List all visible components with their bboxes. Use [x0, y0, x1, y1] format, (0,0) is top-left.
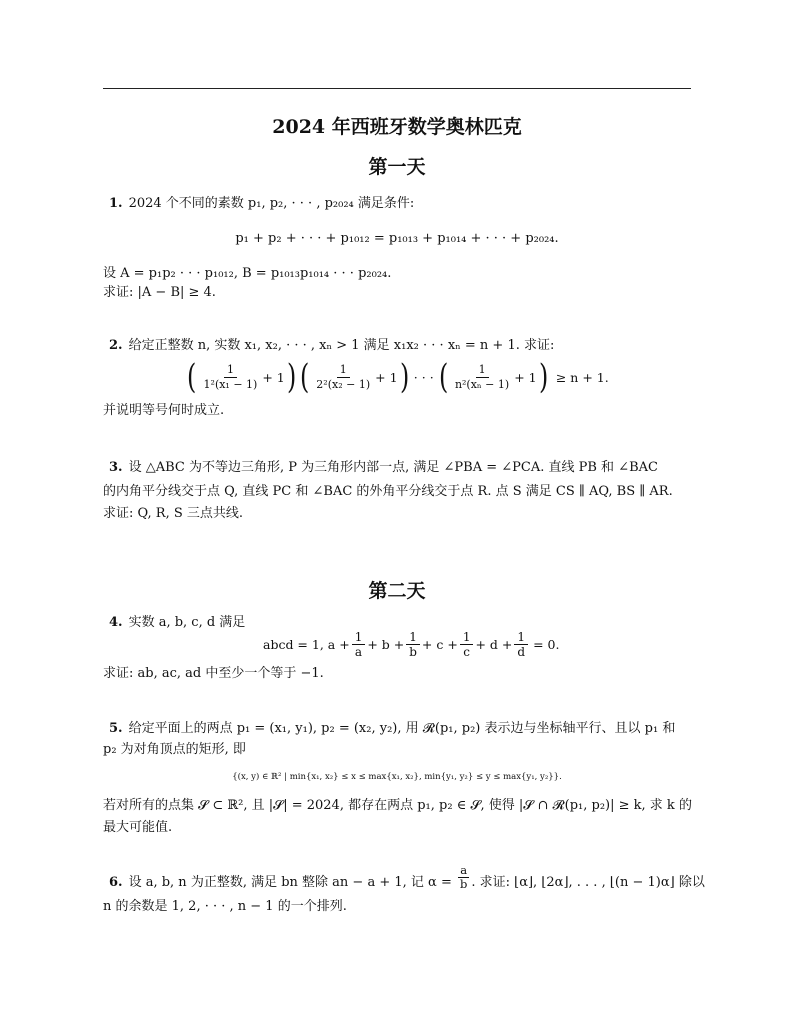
problem-2-statement	[103, 337, 695, 355]
problem-number: 6.	[109, 875, 123, 890]
problem-1-claim: 求证: |A − B| ≥ 4.	[103, 285, 216, 300]
problem-6-statement: 6. 设 a, b, n 为正整数, 满足 bn 整除 an − a + 1, 记 α = $\frac{a}{b}$ . 求证: ⌊α⌋, ⌊2α⌋, . . . , ⌊(n − 1)α⌋ 除以	[103, 874, 695, 892]
document-title: 2024 年西班牙数学奥林匹克	[272, 116, 522, 138]
problem-number: 4.	[109, 615, 123, 630]
problem-5-line-3: 若对所有的点集 𝓢 ⊂ ℝ², 且 |𝓢| = 2024, 都存在两点 p₁, p₂ ∈ 𝓢, 使得 |𝓢 ∩ 𝓡(p₁, p₂)| ≥ k, 求 k 的	[103, 798, 692, 813]
problem-text: 给定平面上的两点 p₁ = (x₁, y₁), p₂ = (x₂, y₂), 用 𝓡(p₁, p₂) 表示边与坐标轴平行、且以 p₁ 和	[128, 721, 676, 736]
fraction: $\frac{1}{a}$	[352, 630, 366, 659]
fraction: $\frac{1}{c}$	[460, 630, 474, 659]
problem-5-set-definition: {(x, y) ∈ ℝ² | min{x₁, x₂} ≤ x ≤ max{x₁, x₂}, min{y₁, y₂} ≤ y ≤ max{y₁, y₂}}.	[232, 772, 562, 782]
top-rule	[103, 88, 691, 89]
problem-6-line-2: n 的余数是 1, 2, · · · , n − 1 的一个排列.	[103, 899, 347, 914]
problem-number: 3.	[109, 460, 123, 475]
problem-3-statement	[103, 459, 695, 477]
problem-text: 实数 a, b, c, d 满足	[128, 615, 246, 630]
problem-number: 1.	[109, 196, 123, 211]
problem-5-line-2: p₂ 为对角顶点的矩形, 即	[103, 742, 246, 757]
problem-4-equation: abcd = 1, a + $\frac{1}{a}$ + b + $\frac{1}{b}$ + c + $\frac{1}{c}$ + d + $\frac{1}{d}$ = 0.	[263, 630, 560, 659]
problem-number: 2.	[109, 338, 123, 353]
fraction: $\frac{1}{d}$	[514, 630, 528, 659]
problem-3-claim: 求证: Q, R, S 三点共线.	[103, 506, 244, 521]
problem-text: 设 △ABC 为不等边三角形, P 为三角形内部一点, 满足 ∠PBA = ∠PCA. 直线 PB 和 ∠BAC	[128, 460, 658, 475]
problem-2-inequality: ( $\frac{1}{\text{1²(x₁ − 1)}}$ + 1 ) ( $\frac{1}{\text{2²(x₂ − 1)}}$ + 1 ) · · · ( $\frac{1}{\text{n²(xₙ − 1)}}$ + 1 ) ≥ n + 1.	[187, 357, 609, 397]
problem-1-equation: p₁ + p₂ + · · · + p₁₀₁₂ = p₁₀₁₃ + p₁₀₁₄ + · · · + p₂₀₂₄.	[235, 231, 559, 246]
problem-text: 给定正整数 n, 实数 x₁, x₂, · · · , xₙ > 1 满足 x₁x₂ · · · xₙ = n + 1. 求证:	[128, 338, 555, 353]
fraction: $\frac{1}{\text{2²(x₂ − 1)}}$	[316, 362, 371, 391]
problem-3-line-2: 的内角平分线交于点 Q, 直线 PC 和 ∠BAC 的外角平分线交于点 R. 点 S 满足 CS ∥ AQ, BS ∥ AR.	[103, 484, 673, 499]
problem-2-equality-note: 并说明等号何时成立.	[103, 403, 225, 418]
fraction: $\frac{a}{b}$	[459, 863, 468, 891]
problem-text: 2024 个不同的素数 p₁, p₂, · · · , p₂₀₂₄ 满足条件:	[128, 196, 415, 211]
problem-1-definition: 设 A = p₁p₂ · · · p₁₀₁₂, B = p₁₀₁₃p₁₀₁₄ · · · p₂₀₂₄.	[103, 266, 392, 281]
problem-4-claim: 求证: ab, ac, ad 中至少一个等于 −1.	[103, 666, 324, 681]
day-two-heading: 第二天	[368, 580, 426, 602]
problem-5-line-4: 最大可能值.	[103, 820, 173, 835]
fraction: $\frac{1}{\text{n²(xₙ − 1)}}$	[454, 362, 510, 391]
fraction: $\frac{1}{b}$	[406, 630, 420, 659]
problem-number: 5.	[109, 721, 123, 736]
problem-1-statement	[103, 195, 695, 213]
fraction: $\frac{1}{\text{1²(x₁ − 1)}}$	[203, 362, 258, 391]
problem-text: 设 a, b, n 为正整数, 满足 bn 整除 an − a + 1, 记 α =	[128, 875, 452, 890]
problem-5-statement	[103, 720, 695, 738]
day-one-heading: 第一天	[368, 156, 426, 178]
